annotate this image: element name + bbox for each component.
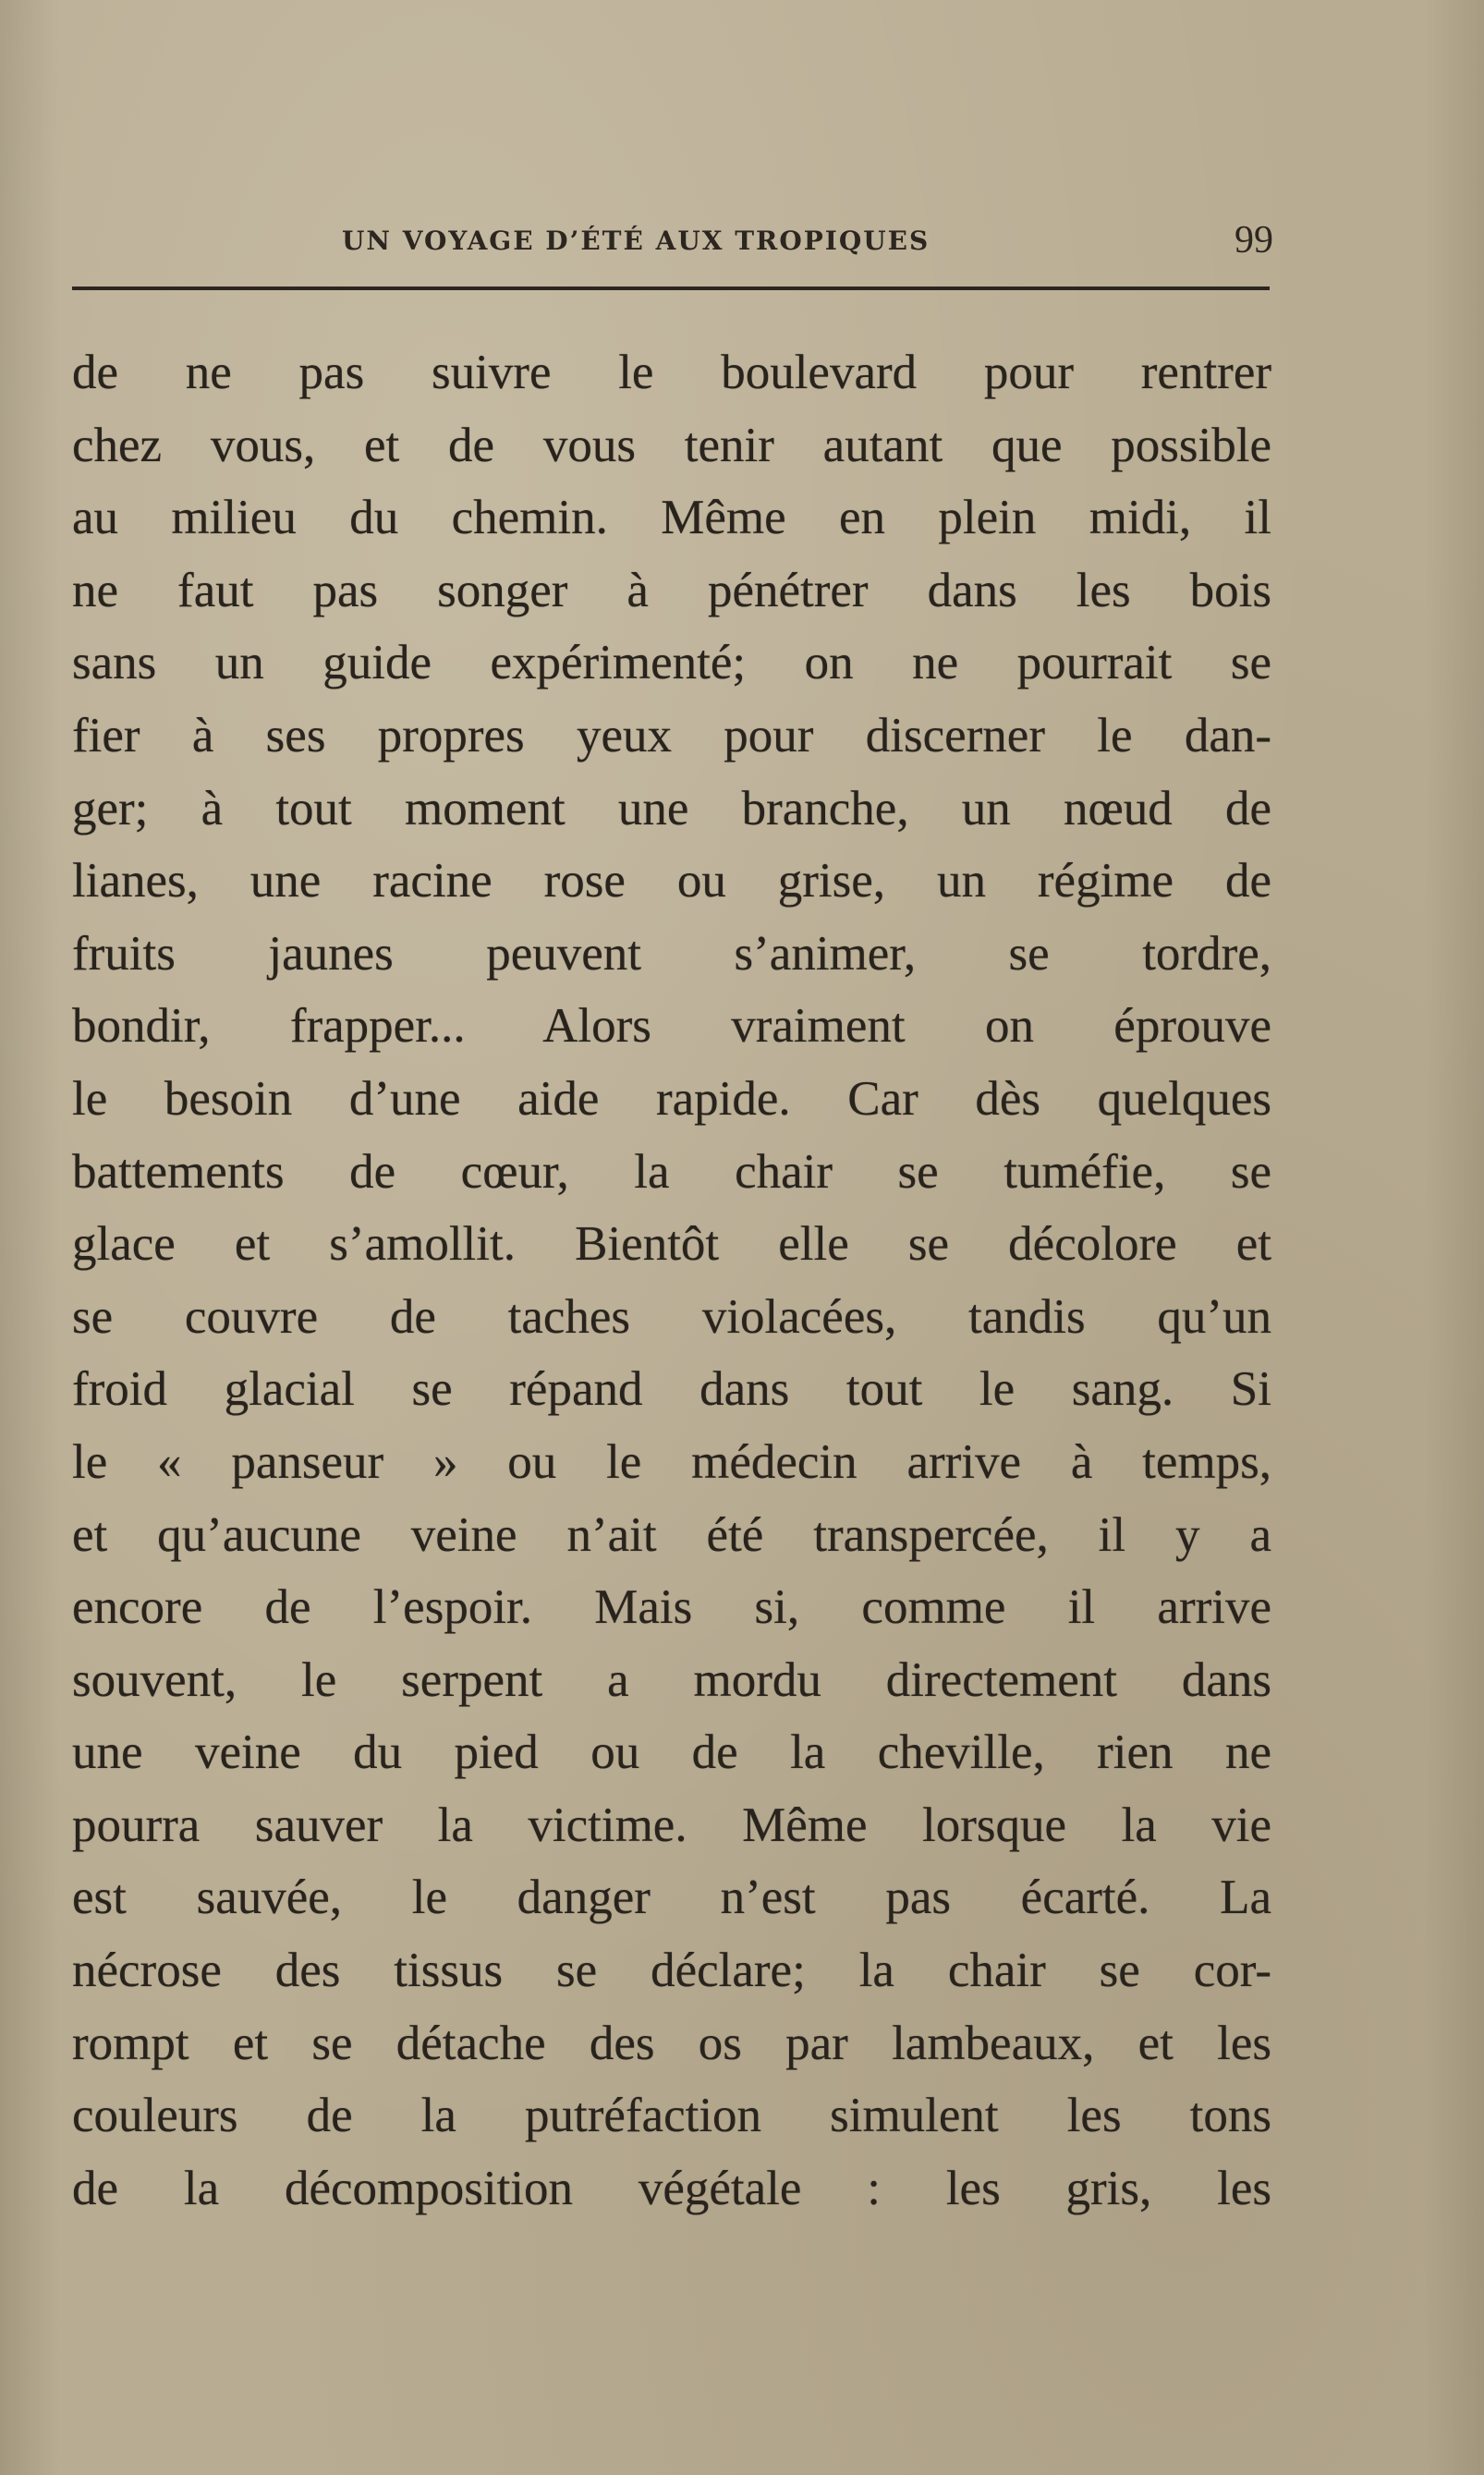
text-line: une veine du pied ou de la cheville, rien ne [72, 1725, 1271, 1780]
header-rule [72, 287, 1270, 290]
text-line: encore de l’espoir. Mais si, comme il arrive [72, 1580, 1271, 1635]
text-line: est sauvée, le danger n’est pas écarté. La [72, 1871, 1271, 1925]
text-line: lianes, une racine rose ou grise, un régime de [72, 854, 1271, 908]
text-line: nécrose des tissus se déclare; la chair se cor- [72, 1944, 1271, 1998]
text-line: le besoin d’une aide rapide. Car dès quelques [72, 1071, 1271, 1126]
running-head [72, 218, 1273, 274]
text-line: ger; à tout moment une branche, un nœud de [72, 781, 1271, 835]
text-line: pourra sauver la victime. Même lorsque la vie [72, 1798, 1271, 1852]
text-line: le « panseur » ou le médecin arrive à temps, [72, 1434, 1271, 1489]
text-line: fier à ses propres yeux pour discerner le dan- [72, 708, 1271, 762]
running-title: UN VOYAGE D’ÉTÉ AUX TROPIQUES [342, 226, 931, 256]
text-line: se couvre de taches violacées, tandis qu’un [72, 1289, 1271, 1344]
text-line: froid glacial se répand dans tout le sang. Si [72, 1362, 1271, 1417]
text-line: et qu’aucune veine n’ait été transpercée, il y a [72, 1507, 1271, 1562]
text-line: souvent, le serpent a mordu directement dans [72, 1652, 1271, 1707]
text-line: sans un guide expérimenté; on ne pourrait se [72, 636, 1271, 690]
text-line: de ne pas suivre le boulevard pour rentrer [72, 346, 1271, 399]
body-text [72, 336, 1271, 2225]
text-line: chez vous, et de vous tenir autant que possible [72, 418, 1271, 472]
text-line: bondir, frapper... Alors vraiment on éprouve [72, 999, 1271, 1054]
text-line: battements de cœur, la chair se tuméfie, se [72, 1144, 1271, 1199]
text-line: au milieu du chemin. Même en plein midi, il [72, 491, 1271, 545]
page-number: 99 [1235, 219, 1273, 262]
text-line: couleurs de la putréfaction simulent les tons [72, 2089, 1271, 2143]
text-line: glace et s’amollit. Bientôt elle se décolore et [72, 1217, 1271, 1272]
text-line: ne faut pas songer à pénétrer dans les bois [72, 563, 1271, 617]
text-line: rompt et se détache des os par lambeaux, et les [72, 2016, 1271, 2070]
text-line: de la décomposition végétale : les gris, les [72, 2161, 1271, 2215]
text-line: fruits jaunes peuvent s’animer, se tordre, [72, 926, 1271, 981]
